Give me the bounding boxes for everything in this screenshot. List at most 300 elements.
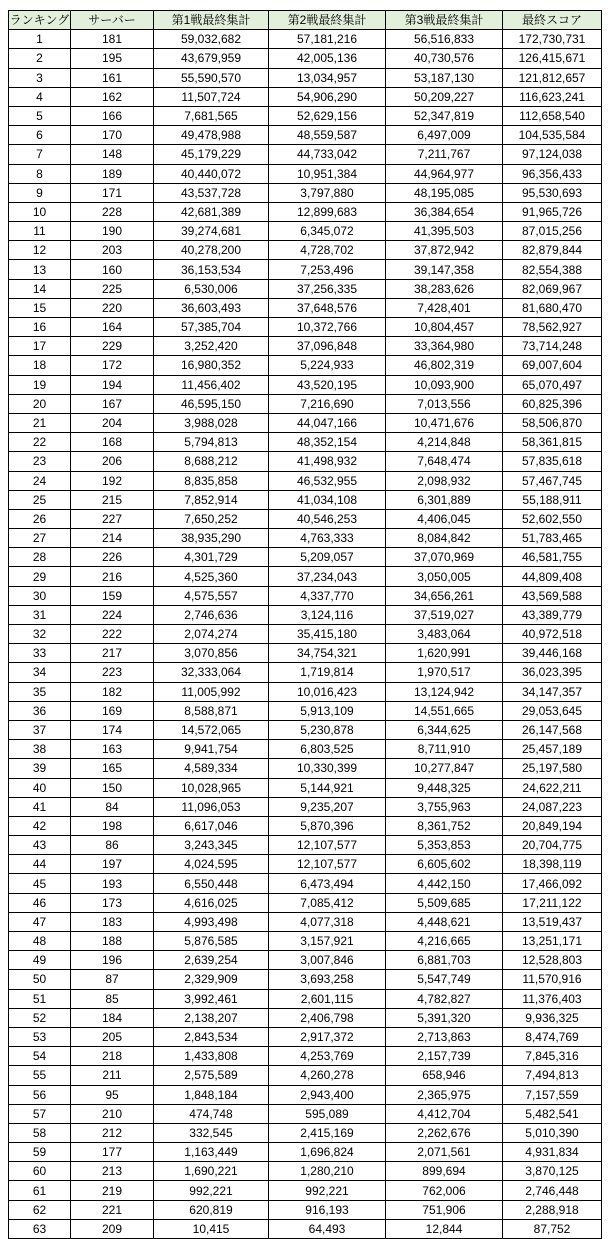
header-final-score: 最終スコア xyxy=(503,11,602,30)
cell-final-score: 11,570,916 xyxy=(503,970,602,989)
cell-round1-total: 36,153,534 xyxy=(154,260,269,279)
cell-round3-total: 751,906 xyxy=(386,1200,503,1219)
cell-round2-total: 5,913,109 xyxy=(269,701,386,720)
cell-final-score: 2,288,918 xyxy=(503,1200,602,1219)
cell-round1-total: 49,478,988 xyxy=(154,126,269,145)
cell-round2-total: 595,089 xyxy=(269,1104,386,1123)
cell-round1-total: 620,819 xyxy=(154,1200,269,1219)
cell-round2-total: 10,951,384 xyxy=(269,164,386,183)
table-row xyxy=(9,529,602,548)
table-row xyxy=(9,433,602,452)
cell-server: 167 xyxy=(71,394,154,413)
cell-server: 162 xyxy=(71,87,154,106)
cell-server: 193 xyxy=(71,874,154,893)
cell-round2-total: 40,546,253 xyxy=(269,509,386,528)
cell-final-score: 46,581,755 xyxy=(503,548,602,567)
cell-round1-total: 46,595,150 xyxy=(154,394,269,413)
cell-round1-total: 7,681,565 xyxy=(154,106,269,125)
cell-server: 188 xyxy=(71,932,154,951)
cell-round3-total: 14,551,665 xyxy=(386,701,503,720)
table-row xyxy=(9,337,602,356)
cell-ranking: 28 xyxy=(9,548,71,567)
cell-round2-total: 4,337,770 xyxy=(269,586,386,605)
cell-round3-total: 3,755,963 xyxy=(386,797,503,816)
cell-round3-total: 37,070,969 xyxy=(386,548,503,567)
cell-round2-total: 916,193 xyxy=(269,1200,386,1219)
cell-server: 203 xyxy=(71,241,154,260)
cell-round1-total: 40,440,072 xyxy=(154,164,269,183)
cell-server: 182 xyxy=(71,682,154,701)
cell-round3-total: 5,509,685 xyxy=(386,893,503,912)
cell-round1-total: 1,433,808 xyxy=(154,1047,269,1066)
cell-round3-total: 7,013,556 xyxy=(386,394,503,413)
cell-round2-total: 3,124,116 xyxy=(269,605,386,624)
cell-server: 209 xyxy=(71,1219,154,1238)
cell-server: 197 xyxy=(71,855,154,874)
cell-round3-total: 53,187,130 xyxy=(386,68,503,87)
cell-round2-total: 41,498,932 xyxy=(269,452,386,471)
cell-round2-total: 1,696,824 xyxy=(269,1143,386,1162)
table-row xyxy=(9,567,602,586)
cell-round1-total: 3,070,856 xyxy=(154,644,269,663)
cell-ranking: 38 xyxy=(9,740,71,759)
cell-final-score: 104,535,584 xyxy=(503,126,602,145)
table-row xyxy=(9,836,602,855)
cell-round2-total: 4,260,278 xyxy=(269,1066,386,1085)
cell-server: 87 xyxy=(71,970,154,989)
cell-final-score: 82,879,844 xyxy=(503,241,602,260)
table-row xyxy=(9,644,602,663)
table-row xyxy=(9,989,602,1008)
cell-round3-total: 2,071,561 xyxy=(386,1143,503,1162)
cell-ranking: 27 xyxy=(9,529,71,548)
cell-ranking: 31 xyxy=(9,605,71,624)
cell-round3-total: 8,084,842 xyxy=(386,529,503,548)
header-round2-total: 第2戦最終集計 xyxy=(269,11,386,30)
cell-ranking: 8 xyxy=(9,164,71,183)
cell-round2-total: 13,034,957 xyxy=(269,68,386,87)
header-ranking: ランキング xyxy=(9,11,71,30)
cell-ranking: 23 xyxy=(9,452,71,471)
cell-round2-total: 9,235,207 xyxy=(269,797,386,816)
header-server: サーバー xyxy=(71,11,154,30)
cell-final-score: 18,398,119 xyxy=(503,855,602,874)
cell-final-score: 25,197,580 xyxy=(503,759,602,778)
cell-final-score: 20,849,194 xyxy=(503,816,602,835)
cell-round1-total: 2,575,589 xyxy=(154,1066,269,1085)
cell-round2-total: 54,906,290 xyxy=(269,87,386,106)
cell-round1-total: 4,616,025 xyxy=(154,893,269,912)
cell-round3-total: 6,605,602 xyxy=(386,855,503,874)
table-row xyxy=(9,279,602,298)
table-row xyxy=(9,509,602,528)
table-row xyxy=(9,318,602,337)
cell-ranking: 15 xyxy=(9,298,71,317)
cell-round3-total: 46,802,319 xyxy=(386,356,503,375)
table-header xyxy=(9,11,602,30)
cell-round3-total: 10,471,676 xyxy=(386,413,503,432)
cell-ranking: 4 xyxy=(9,87,71,106)
cell-ranking: 42 xyxy=(9,816,71,835)
cell-ranking: 63 xyxy=(9,1219,71,1238)
cell-round1-total: 7,852,914 xyxy=(154,490,269,509)
cell-round2-total: 41,034,108 xyxy=(269,490,386,509)
cell-ranking: 51 xyxy=(9,989,71,1008)
cell-ranking: 7 xyxy=(9,145,71,164)
cell-server: 214 xyxy=(71,529,154,548)
cell-round2-total: 5,144,921 xyxy=(269,778,386,797)
cell-round2-total: 2,406,798 xyxy=(269,1008,386,1027)
cell-round3-total: 39,147,358 xyxy=(386,260,503,279)
cell-server: 161 xyxy=(71,68,154,87)
cell-ranking: 48 xyxy=(9,932,71,951)
cell-round3-total: 34,656,261 xyxy=(386,586,503,605)
cell-server: 205 xyxy=(71,1027,154,1046)
table-row xyxy=(9,1200,602,1219)
cell-round1-total: 2,639,254 xyxy=(154,951,269,970)
cell-round2-total: 7,253,496 xyxy=(269,260,386,279)
table-row xyxy=(9,759,602,778)
cell-round1-total: 992,221 xyxy=(154,1181,269,1200)
table-row xyxy=(9,720,602,739)
cell-round1-total: 474,748 xyxy=(154,1104,269,1123)
cell-round1-total: 38,935,290 xyxy=(154,529,269,548)
cell-round2-total: 3,797,880 xyxy=(269,183,386,202)
cell-round3-total: 56,516,833 xyxy=(386,30,503,49)
cell-ranking: 37 xyxy=(9,720,71,739)
cell-round1-total: 11,507,724 xyxy=(154,87,269,106)
cell-server: 183 xyxy=(71,912,154,931)
cell-round1-total: 32,333,064 xyxy=(154,663,269,682)
cell-final-score: 39,446,168 xyxy=(503,644,602,663)
cell-ranking: 12 xyxy=(9,241,71,260)
table-row xyxy=(9,222,602,241)
cell-final-score: 11,376,403 xyxy=(503,989,602,1008)
table-row xyxy=(9,548,602,567)
cell-ranking: 30 xyxy=(9,586,71,605)
cell-final-score: 112,658,540 xyxy=(503,106,602,125)
table-row xyxy=(9,260,602,279)
table-row xyxy=(9,1219,602,1238)
cell-round3-total: 36,384,654 xyxy=(386,202,503,221)
cell-final-score: 82,554,388 xyxy=(503,260,602,279)
cell-round1-total: 2,074,274 xyxy=(154,625,269,644)
cell-final-score: 52,602,550 xyxy=(503,509,602,528)
cell-ranking: 53 xyxy=(9,1027,71,1046)
cell-round3-total: 6,344,625 xyxy=(386,720,503,739)
cell-final-score: 43,389,779 xyxy=(503,605,602,624)
cell-final-score: 7,845,316 xyxy=(503,1047,602,1066)
cell-round2-total: 43,520,195 xyxy=(269,375,386,394)
cell-round1-total: 5,876,585 xyxy=(154,932,269,951)
cell-round2-total: 3,693,258 xyxy=(269,970,386,989)
cell-round3-total: 1,620,991 xyxy=(386,644,503,663)
cell-server: 163 xyxy=(71,740,154,759)
cell-round1-total: 10,028,965 xyxy=(154,778,269,797)
cell-final-score: 40,972,518 xyxy=(503,625,602,644)
cell-round2-total: 48,559,587 xyxy=(269,126,386,145)
cell-final-score: 29,053,645 xyxy=(503,701,602,720)
cell-server: 227 xyxy=(71,509,154,528)
cell-final-score: 121,812,657 xyxy=(503,68,602,87)
cell-final-score: 57,835,618 xyxy=(503,452,602,471)
cell-server: 221 xyxy=(71,1200,154,1219)
cell-round2-total: 44,733,042 xyxy=(269,145,386,164)
cell-server: 218 xyxy=(71,1047,154,1066)
cell-round2-total: 4,763,333 xyxy=(269,529,386,548)
cell-round1-total: 1,690,221 xyxy=(154,1162,269,1181)
cell-final-score: 17,466,092 xyxy=(503,874,602,893)
cell-round2-total: 2,943,400 xyxy=(269,1085,386,1104)
cell-server: 229 xyxy=(71,337,154,356)
cell-final-score: 12,528,803 xyxy=(503,951,602,970)
cell-server: 226 xyxy=(71,548,154,567)
cell-ranking: 1 xyxy=(9,30,71,49)
table-row xyxy=(9,106,602,125)
cell-server: 171 xyxy=(71,183,154,202)
cell-final-score: 60,825,396 xyxy=(503,394,602,413)
cell-round3-total: 6,301,889 xyxy=(386,490,503,509)
cell-ranking: 24 xyxy=(9,471,71,490)
cell-round2-total: 5,224,933 xyxy=(269,356,386,375)
cell-server: 210 xyxy=(71,1104,154,1123)
cell-round1-total: 43,679,959 xyxy=(154,49,269,68)
cell-ranking: 57 xyxy=(9,1104,71,1123)
cell-round2-total: 42,005,136 xyxy=(269,49,386,68)
cell-server: 196 xyxy=(71,951,154,970)
cell-round2-total: 52,629,156 xyxy=(269,106,386,125)
cell-server: 172 xyxy=(71,356,154,375)
cell-round2-total: 46,532,955 xyxy=(269,471,386,490)
header-round1-total: 第1戦最終集計 xyxy=(154,11,269,30)
cell-ranking: 20 xyxy=(9,394,71,413)
table-row xyxy=(9,1181,602,1200)
cell-ranking: 58 xyxy=(9,1123,71,1142)
cell-ranking: 45 xyxy=(9,874,71,893)
cell-server: 217 xyxy=(71,644,154,663)
cell-ranking: 10 xyxy=(9,202,71,221)
table-row xyxy=(9,49,602,68)
cell-round1-total: 11,096,053 xyxy=(154,797,269,816)
table-row xyxy=(9,298,602,317)
cell-round2-total: 48,352,154 xyxy=(269,433,386,452)
cell-round1-total: 57,385,704 xyxy=(154,318,269,337)
cell-ranking: 14 xyxy=(9,279,71,298)
cell-round3-total: 3,050,005 xyxy=(386,567,503,586)
cell-final-score: 7,494,813 xyxy=(503,1066,602,1085)
cell-round1-total: 8,588,871 xyxy=(154,701,269,720)
cell-final-score: 116,623,241 xyxy=(503,87,602,106)
cell-round3-total: 4,442,150 xyxy=(386,874,503,893)
cell-round3-total: 1,970,517 xyxy=(386,663,503,682)
cell-server: 170 xyxy=(71,126,154,145)
cell-round2-total: 2,601,115 xyxy=(269,989,386,1008)
table-row xyxy=(9,241,602,260)
cell-server: 189 xyxy=(71,164,154,183)
table-row xyxy=(9,183,602,202)
cell-final-score: 25,457,189 xyxy=(503,740,602,759)
cell-round3-total: 762,006 xyxy=(386,1181,503,1200)
cell-ranking: 29 xyxy=(9,567,71,586)
cell-round3-total: 33,364,980 xyxy=(386,337,503,356)
cell-final-score: 24,087,223 xyxy=(503,797,602,816)
cell-round2-total: 44,047,166 xyxy=(269,413,386,432)
cell-round1-total: 39,274,681 xyxy=(154,222,269,241)
cell-server: 174 xyxy=(71,720,154,739)
cell-round1-total: 8,688,212 xyxy=(154,452,269,471)
cell-final-score: 58,361,815 xyxy=(503,433,602,452)
cell-server: 148 xyxy=(71,145,154,164)
cell-round1-total: 332,545 xyxy=(154,1123,269,1142)
cell-round3-total: 4,216,665 xyxy=(386,932,503,951)
cell-round3-total: 7,648,474 xyxy=(386,452,503,471)
cell-ranking: 46 xyxy=(9,893,71,912)
cell-final-score: 126,415,671 xyxy=(503,49,602,68)
cell-server: 225 xyxy=(71,279,154,298)
cell-round1-total: 16,980,352 xyxy=(154,356,269,375)
cell-final-score: 9,936,325 xyxy=(503,1008,602,1027)
table-row xyxy=(9,375,602,394)
table-row xyxy=(9,164,602,183)
cell-final-score: 172,730,731 xyxy=(503,30,602,49)
cell-round3-total: 4,782,827 xyxy=(386,989,503,1008)
cell-server: 150 xyxy=(71,778,154,797)
cell-final-score: 26,147,568 xyxy=(503,720,602,739)
cell-round3-total: 3,483,064 xyxy=(386,625,503,644)
cell-ranking: 43 xyxy=(9,836,71,855)
cell-server: 216 xyxy=(71,567,154,586)
cell-round2-total: 6,345,072 xyxy=(269,222,386,241)
cell-round3-total: 40,730,576 xyxy=(386,49,503,68)
cell-ranking: 52 xyxy=(9,1008,71,1027)
cell-round1-total: 2,329,909 xyxy=(154,970,269,989)
cell-final-score: 44,809,408 xyxy=(503,567,602,586)
table-row xyxy=(9,1104,602,1123)
cell-ranking: 47 xyxy=(9,912,71,931)
cell-ranking: 59 xyxy=(9,1143,71,1162)
table-row xyxy=(9,1162,602,1181)
cell-server: 212 xyxy=(71,1123,154,1142)
cell-ranking: 55 xyxy=(9,1066,71,1085)
cell-ranking: 13 xyxy=(9,260,71,279)
cell-ranking: 54 xyxy=(9,1047,71,1066)
cell-round1-total: 11,005,992 xyxy=(154,682,269,701)
cell-round2-total: 10,372,766 xyxy=(269,318,386,337)
cell-ranking: 56 xyxy=(9,1085,71,1104)
cell-ranking: 34 xyxy=(9,663,71,682)
cell-round3-total: 37,519,027 xyxy=(386,605,503,624)
cell-final-score: 91,965,726 xyxy=(503,202,602,221)
cell-ranking: 18 xyxy=(9,356,71,375)
table-row xyxy=(9,1027,602,1046)
cell-ranking: 21 xyxy=(9,413,71,432)
cell-final-score: 69,007,604 xyxy=(503,356,602,375)
cell-final-score: 55,188,911 xyxy=(503,490,602,509)
cell-server: 219 xyxy=(71,1181,154,1200)
cell-round3-total: 9,448,325 xyxy=(386,778,503,797)
cell-round3-total: 10,804,457 xyxy=(386,318,503,337)
cell-round2-total: 6,473,494 xyxy=(269,874,386,893)
ranking-table xyxy=(8,10,602,1239)
cell-server: 165 xyxy=(71,759,154,778)
cell-server: 224 xyxy=(71,605,154,624)
table-row xyxy=(9,932,602,951)
cell-round1-total: 9,941,754 xyxy=(154,740,269,759)
cell-server: 85 xyxy=(71,989,154,1008)
cell-round3-total: 658,946 xyxy=(386,1066,503,1085)
cell-ranking: 39 xyxy=(9,759,71,778)
cell-server: 190 xyxy=(71,222,154,241)
cell-ranking: 11 xyxy=(9,222,71,241)
table-row xyxy=(9,356,602,375)
cell-ranking: 6 xyxy=(9,126,71,145)
cell-server: 192 xyxy=(71,471,154,490)
cell-final-score: 3,870,125 xyxy=(503,1162,602,1181)
cell-round3-total: 5,353,853 xyxy=(386,836,503,855)
cell-final-score: 5,482,541 xyxy=(503,1104,602,1123)
cell-final-score: 4,931,834 xyxy=(503,1143,602,1162)
cell-round1-total: 59,032,682 xyxy=(154,30,269,49)
cell-round1-total: 11,456,402 xyxy=(154,375,269,394)
cell-round1-total: 2,138,207 xyxy=(154,1008,269,1027)
cell-round3-total: 37,872,942 xyxy=(386,241,503,260)
cell-final-score: 24,622,211 xyxy=(503,778,602,797)
cell-ranking: 61 xyxy=(9,1181,71,1200)
cell-round3-total: 2,262,676 xyxy=(386,1123,503,1142)
cell-round3-total: 13,124,942 xyxy=(386,682,503,701)
cell-final-score: 81,680,470 xyxy=(503,298,602,317)
cell-server: 204 xyxy=(71,413,154,432)
table-row xyxy=(9,126,602,145)
cell-round3-total: 44,964,977 xyxy=(386,164,503,183)
table-row xyxy=(9,413,602,432)
cell-round2-total: 12,899,683 xyxy=(269,202,386,221)
cell-round1-total: 4,589,334 xyxy=(154,759,269,778)
cell-final-score: 78,562,927 xyxy=(503,318,602,337)
cell-server: 184 xyxy=(71,1008,154,1027)
cell-server: 211 xyxy=(71,1066,154,1085)
table-row xyxy=(9,701,602,720)
cell-round3-total: 8,711,910 xyxy=(386,740,503,759)
cell-round1-total: 5,794,813 xyxy=(154,433,269,452)
cell-round3-total: 7,428,401 xyxy=(386,298,503,317)
table-row xyxy=(9,30,602,49)
table-row xyxy=(9,145,602,164)
cell-round1-total: 6,550,448 xyxy=(154,874,269,893)
cell-server: 206 xyxy=(71,452,154,471)
cell-round2-total: 10,016,423 xyxy=(269,682,386,701)
cell-ranking: 40 xyxy=(9,778,71,797)
cell-server: 195 xyxy=(71,49,154,68)
cell-server: 84 xyxy=(71,797,154,816)
cell-round3-total: 5,391,320 xyxy=(386,1008,503,1027)
cell-round1-total: 3,252,420 xyxy=(154,337,269,356)
table-row xyxy=(9,970,602,989)
cell-round2-total: 37,648,576 xyxy=(269,298,386,317)
cell-ranking: 9 xyxy=(9,183,71,202)
cell-round2-total: 1,719,814 xyxy=(269,663,386,682)
cell-round2-total: 6,803,525 xyxy=(269,740,386,759)
cell-final-score: 95,530,693 xyxy=(503,183,602,202)
cell-final-score: 34,147,357 xyxy=(503,682,602,701)
cell-round1-total: 7,650,252 xyxy=(154,509,269,528)
cell-round1-total: 6,617,046 xyxy=(154,816,269,835)
cell-round1-total: 4,301,729 xyxy=(154,548,269,567)
cell-round1-total: 8,835,858 xyxy=(154,471,269,490)
cell-final-score: 13,519,437 xyxy=(503,912,602,931)
cell-round2-total: 57,181,216 xyxy=(269,30,386,49)
cell-round3-total: 38,283,626 xyxy=(386,279,503,298)
